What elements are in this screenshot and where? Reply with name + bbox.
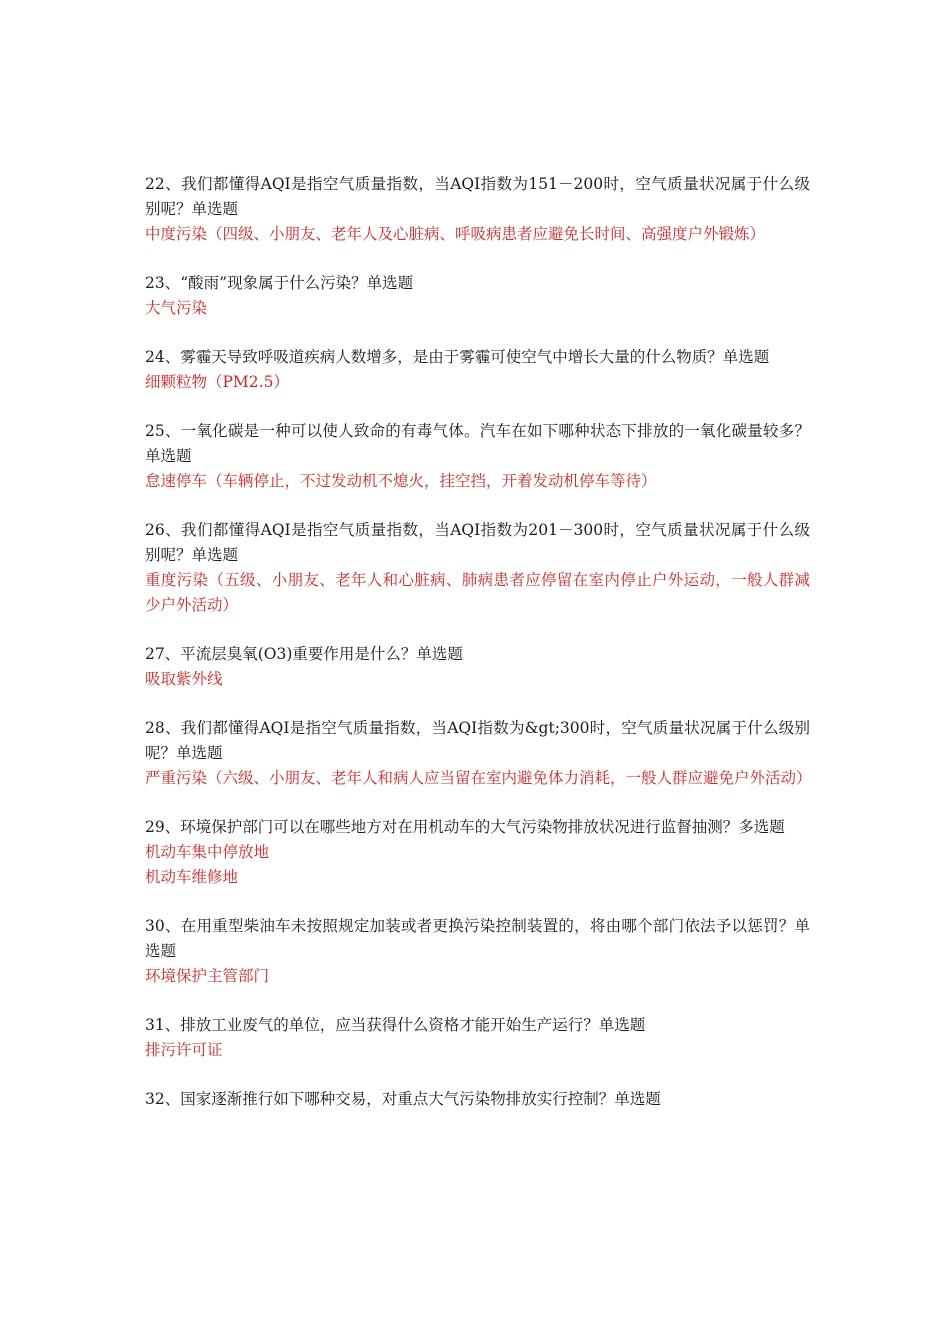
answer-text: 机动车集中停放地 xyxy=(145,843,270,861)
question-block-28 xyxy=(145,716,810,791)
question-block-29 xyxy=(145,815,810,890)
document-page xyxy=(145,172,810,1136)
answer-text: 环境保护主管部门 xyxy=(145,967,270,985)
answer-text: 机动车维修地 xyxy=(145,868,239,886)
question-block-30 xyxy=(145,914,810,989)
answer-text: 大气污染 xyxy=(145,299,208,317)
question-block-25 xyxy=(145,419,810,494)
question-block-27 xyxy=(145,642,810,692)
question-text: 26、我们都懂得AQI是指空气质量指数，当AQI指数为201－300时，空气质量状况属于什么级别呢？单选题 xyxy=(145,521,810,564)
question-text: 22、我们都懂得AQI是指空气质量指数，当AQI指数为151－200时，空气质量状况属于什么级别呢？单选题 xyxy=(145,175,810,218)
answer-text: 重度污染（五级、小朋友、老年人和心脏病、肺病患者应停留在室内停止户外运动，一般人群减少户外活动） xyxy=(145,571,810,614)
question-block-23 xyxy=(145,271,810,321)
answer-text: 排污许可证 xyxy=(145,1041,223,1059)
question-text: 27、平流层臭氧(O3)重要作用是什么？单选题 xyxy=(145,645,463,663)
question-text: 23、“酸雨”现象属于什么污染？单选题 xyxy=(145,274,414,292)
question-text: 32、国家逐渐推行如下哪种交易，对重点大气污染物排放实行控制？单选题 xyxy=(145,1090,661,1108)
question-text: 31、排放工业废气的单位，应当获得什么资格才能开始生产运行？单选题 xyxy=(145,1016,646,1034)
answer-text: 吸取紫外线 xyxy=(145,670,223,688)
answer-text: 细颗粒物（PM2.5） xyxy=(145,373,289,391)
question-text: 30、在用重型柴油车未按照规定加装或者更换污染控制装置的，将由哪个部门依法予以惩罚？单选题 xyxy=(145,917,810,960)
question-block-22 xyxy=(145,172,810,247)
question-text: 24、雾霾天导致呼吸道疾病人数增多，是由于雾霾可使空气中增长大量的什么物质？单选题 xyxy=(145,348,770,366)
question-block-31 xyxy=(145,1013,810,1063)
answer-text: 严重污染（六级、小朋友、老年人和病人应当留在室内避免体力消耗，一般人群应避免户外活动） xyxy=(145,769,812,787)
question-text: 29、环境保护部门可以在哪些地方对在用机动车的大气污染物排放状况进行监督抽测？多选题 xyxy=(145,818,785,836)
question-block-32 xyxy=(145,1087,810,1112)
question-block-24 xyxy=(145,345,810,395)
question-text: 25、一氧化碳是一种可以使人致命的有毒气体。汽车在如下哪种状态下排放的一氧化碳量较多？ 单选题 xyxy=(145,422,810,465)
question-block-26 xyxy=(145,518,810,618)
answer-text: 怠速停车（车辆停止，不过发动机不熄火，挂空挡，开着发动机停车等待） xyxy=(145,472,657,490)
answer-text: 中度污染（四级、小朋友、老年人及心脏病、呼吸病患者应避免长时间、高强度户外锻炼） xyxy=(145,225,766,243)
question-text: 28、我们都懂得AQI是指空气质量指数，当AQI指数为&gt;300时，空气质量状况属于什么级别呢？单选题 xyxy=(145,719,810,762)
